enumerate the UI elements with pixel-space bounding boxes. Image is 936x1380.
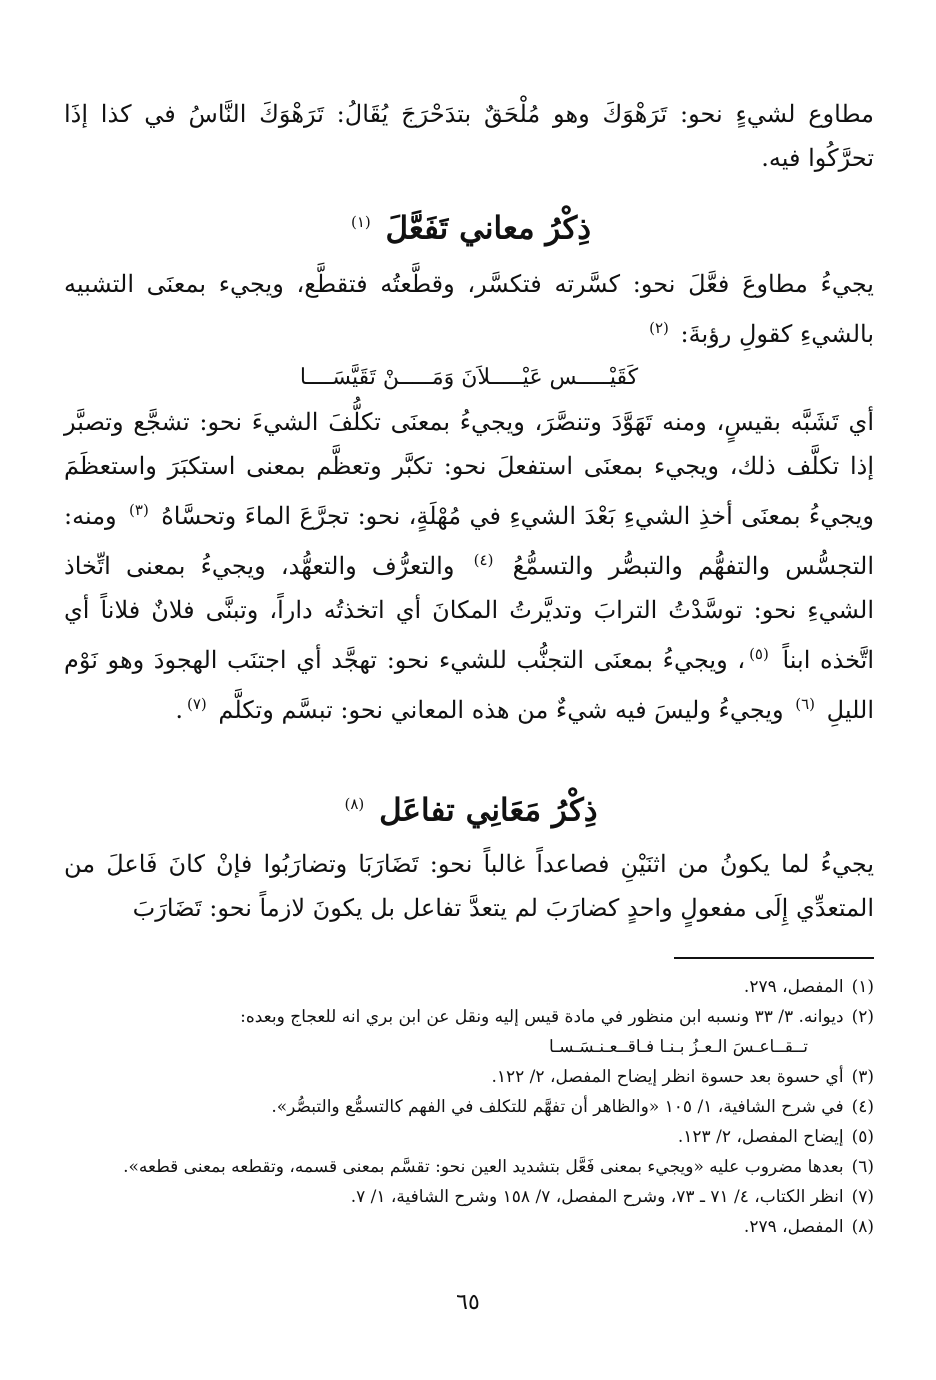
footnotes-list (64, 972, 874, 1242)
footnote-text: إيضاح المفصل، ٢/ ١٢٣. (677, 1127, 844, 1147)
paragraph-text: ومنه: التجسُّس والتفهُّم والتبصُّر والتسمُّعُ (64, 502, 874, 580)
heading-text: ذِكْرُ مَعَانِي تفاعَل (379, 792, 598, 829)
footnote-item (64, 1182, 874, 1212)
paragraph-text: أي تَشَبَّه بقيسٍ، ومنه تَهَوَّدَ وتنصَّرَ، ويجيءُ بمعنَى تكلُّفَ الشيءَ نحو: تشجَّع وتصبَّر إذا تكلَّف ذلك، ويجيء بمعنَى استفعلَ نحو: تكبَّر وتعظَّم بمعنى استكبَرَ واستعظَمَ ويجيءُ بمعنَى أخذِ الشيءِ بَعْدَ الشيءِ في مُهْلَةٍ، نحو: تجرَّعَ الماءَ وتحسَّاهُ (64, 408, 874, 530)
footnote-item (64, 1062, 874, 1092)
footnote-text: المفصل، ٢٧٩. (743, 1217, 844, 1237)
footnote-ref[interactable]: (٨) (344, 795, 365, 813)
paragraph-text: والتعرُّف والتعهُّد، ويجيءُ بمعنى اتِّخاذ الشيءِ نحو: توسَّدْتُ الترابَ وتديَّرتُ المكانَ أي اتخذتُه داراً، وتبنَّى فلانٌ فلاناً أي اتَّخذه ابناً (64, 552, 874, 674)
footnote-number: (١) (851, 977, 874, 997)
footnote-verse-line (64, 1032, 874, 1062)
poetry-verse: كَقَيْـــــس عَيْـــــلاَنَ وَمَـــــنْ تَقَيَّسَــــا (299, 365, 639, 390)
paragraph-1: مطاوع لشيءٍ نحو: تَرَهْوَكَ وهو مُلْحَقٌ بتدَحْرَجَ يُقَالُ: تَرَهْوَكَ النَّاسُ في كذا إذَا تحرَّكُوا فيه. (64, 100, 874, 172)
footnote-number: (٨) (851, 1217, 874, 1237)
footnote-text: تــقــاعـسَ الـعـزُ بـنـا فـاقــعـنـسَـسـا (548, 1037, 808, 1057)
paragraph-2 (64, 262, 874, 356)
footnote-number: (٢) (851, 1007, 874, 1027)
section-heading-tafaaala (64, 200, 874, 250)
footnote-number: (٧) (851, 1187, 874, 1207)
footnote-item (64, 1212, 874, 1242)
footnote-text: أي حسوة بعد حسوة انظر إيضاح المفصل، ٢/ ١٢٢. (491, 1067, 844, 1087)
heading-text: ذِكْرُ معاني تَفَعَّلَ (385, 210, 592, 247)
footnote-ref[interactable]: (٦) (795, 695, 816, 713)
footnote-text: انظر الكتاب، ٤/ ٧١ ـ ٧٣، وشرح المفصل، ٧/ ١٥٨ وشرح الشافية، ١/ ٧. (350, 1187, 844, 1207)
page-number: ٦٥ (456, 1290, 480, 1315)
footnote-item (64, 972, 874, 1002)
footnote-number: (٣) (851, 1067, 874, 1087)
footnote-ref[interactable]: (٤) (473, 551, 494, 569)
footnote-ref[interactable]: (٥) (749, 645, 769, 663)
paragraph-text: يجيءُ مطاوعَ فعَّلَ نحو: كسَّرته فتكسَّر، وقطَّعتُه فتقطَّع، ويجيء بمعنَى التشبيه بالشيءِ كقولِ رؤبةَ: (64, 270, 874, 348)
footnote-text: ديوانه. ٣/ ٣٣ ونسبه ابن منظور في مادة قيس إليه ونقل عن ابن بري انه للعجاج وبعده: (240, 1007, 844, 1027)
footnote-number: (٦) (851, 1157, 874, 1177)
footnote-ref[interactable]: (٧) (186, 695, 207, 713)
footnote-item (64, 1152, 874, 1182)
footnote-text: بعدها مضروب عليه «ويجيء بمعنى فَعَّل بتشديد العين نحو: تقسَّم بمعنى قسمه، وتقطعه بمعنى قطعه». (123, 1157, 844, 1177)
footnote-ref[interactable]: (٢) (649, 319, 669, 337)
footnote-text: المفصل، ٢٧٩. (743, 977, 844, 997)
paragraph-text: ويجيءُ وليسَ فيه شيءٌ من هذه المعاني نحو: تبسَّم وتكلَّم (218, 696, 784, 724)
footnote-ref[interactable]: (١) (350, 213, 371, 231)
paragraph-4: يجيءُ لما يكونُ من اثنَيْنِ فصاعداً غالباً نحو: تَضَارَبَا وتضارَبُوا فإنْ كانَ فَاعلَ من المتعدِّي إِلَى مفعولٍ واحدٍ كضارَبَ لم يتعدَّ تفاعل بل يكونَ لازماً نحو: تَضَارَبَ (64, 850, 875, 922)
footnote-divider (674, 957, 874, 959)
footnote-number: (٥) (851, 1127, 874, 1147)
footnote-item (64, 1002, 874, 1032)
section-heading-tafaala (64, 782, 874, 832)
footnote-text: في شرح الشافية، ١/ ١٠٥ «والظاهر أن تفهَّم للتكلف في الفهم كالتسمُّع والتبصُّر». (271, 1097, 844, 1117)
footnote-number: (٤) (851, 1097, 874, 1117)
paragraph-3 (64, 400, 874, 732)
footnote-item (64, 1122, 874, 1152)
footnote-ref[interactable]: (٣) (129, 501, 149, 519)
paragraph-text: . (175, 696, 183, 724)
footnote-item (64, 1092, 874, 1122)
paragraph-text: ، ويجيءُ بمعنَى التجنُّب للشيء نحو: تهجَّد أي اجتنَب الهجودَ وهو نَوْم الليلِ (64, 646, 874, 724)
